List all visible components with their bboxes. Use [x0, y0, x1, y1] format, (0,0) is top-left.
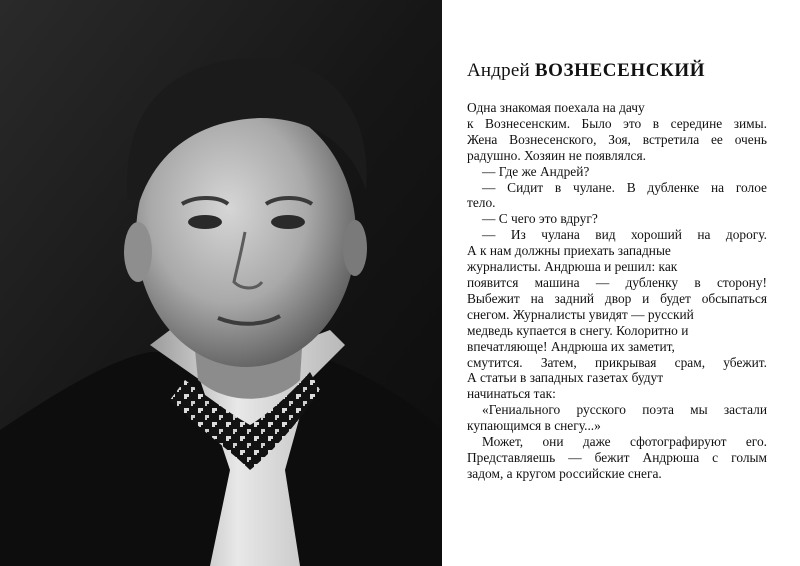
author-surname: ВОЗНЕСЕНСКИЙ: [534, 60, 706, 81]
text-line: купающимся в снегу...»: [467, 418, 601, 434]
paragraph: [467, 180, 767, 212]
text-line: — Из чулана вид хороший на дорогу.: [482, 227, 767, 243]
text-line: Выбежит на задний двор и будет обсыпаться: [467, 290, 767, 306]
text-line: А статьи в западных газетах будут: [467, 370, 664, 386]
text-line: — С чего это вдруг?: [482, 211, 598, 227]
text-line: задом, а кругом российские снега.: [467, 465, 662, 481]
paragraph: [467, 227, 767, 402]
text-line: Жена Вознесенского, Зоя, встретила ее очень: [467, 131, 767, 147]
text-line: журналисты. Андрюша и решил: как: [467, 259, 678, 275]
paragraph: [467, 402, 767, 434]
author-title: [467, 60, 767, 82]
paragraph: [467, 100, 767, 164]
paragraph: [467, 211, 767, 227]
paragraph: [467, 434, 767, 482]
text-line: Одна знакомая поехала на дачу: [467, 100, 645, 115]
article-body: [467, 100, 767, 482]
text-line: Представляешь — бежит Андрюша с голым: [467, 449, 767, 465]
text-line: медведь купается в снегу. Колоритно и: [467, 322, 689, 338]
text-line: тело.: [467, 195, 496, 211]
text-line: смутится. Затем, прикрывая срам, убежит.: [467, 354, 767, 370]
author-first-name: Андрей: [467, 60, 530, 81]
text-line: «Гениального русского поэта мы застали: [482, 402, 767, 418]
text-line: радушно. Хозяин не появлялся.: [467, 147, 647, 163]
paragraph: [467, 164, 767, 180]
text-line: к Вознесенским. Было это в середине зимы.: [467, 115, 767, 131]
text-line: — Сидит в чулане. В дубленке на голое: [482, 179, 767, 195]
article: [467, 60, 767, 482]
text-line: появится машина — дубленку в сторону!: [467, 274, 767, 290]
text-line: начинаться так:: [467, 386, 556, 402]
text-line: впечатляюще! Андрюша их заметит,: [467, 338, 675, 354]
text-line: снегом. Журналисты увидят — русский: [467, 306, 694, 322]
text-line: — Где же Андрей?: [482, 163, 590, 179]
text-line: А к нам должны приехать западные: [467, 243, 671, 259]
text-line: Может, они даже сфотографируют его.: [482, 434, 767, 450]
